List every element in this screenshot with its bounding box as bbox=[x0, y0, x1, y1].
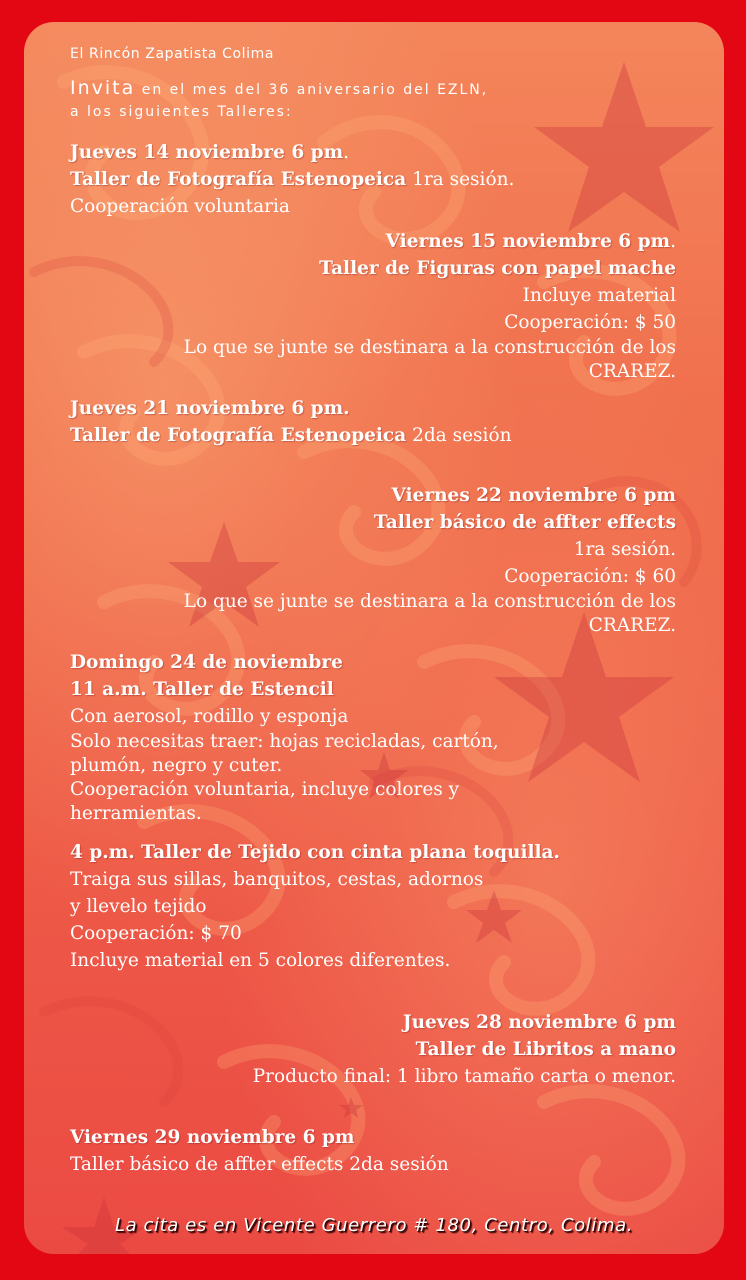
event-8-date: Viernes 29 noviembre 6 pm bbox=[70, 1127, 355, 1148]
venue-address: La cita es en Vicente Guerrero # 180, Centro, Colima. bbox=[114, 1215, 634, 1236]
intro-line-1: en el mes del 36 aniversario del EZLN, bbox=[135, 82, 489, 98]
event-4-date: Viernes 22 noviembre 6 pm bbox=[391, 485, 676, 506]
event-2-line-2: Cooperación: $ 50 bbox=[504, 312, 676, 333]
event-7-title: Taller de Libritos a mano bbox=[415, 1039, 676, 1060]
event-1-title: Taller de Fotografía Estenopeica bbox=[70, 169, 407, 190]
event-4-line-2: Cooperación: $ 60 bbox=[504, 566, 676, 587]
event-1-session: 1ra sesión. bbox=[406, 169, 515, 190]
flyer-panel bbox=[24, 22, 724, 1254]
event-1-date: Jueves 14 noviembre 6 pm bbox=[70, 142, 344, 163]
event-3-session: 2da sesión bbox=[406, 425, 512, 446]
event-5-line-1: Con aerosol, rodillo y esponja bbox=[70, 706, 349, 727]
event-5-line-2b: plumón, negro y cuter. bbox=[70, 755, 283, 776]
event-6-title: 4 p.m. Taller de Tejido con cinta plana toquilla. bbox=[70, 842, 560, 863]
organizer-name: El Rincón Zapatista Colima bbox=[70, 46, 275, 62]
event-5-line-3a: Cooperación voluntaria, incluye colores y bbox=[70, 779, 460, 800]
event-3-date: Jueves 21 noviembre 6 pm. bbox=[70, 398, 350, 419]
event-5-line-3b: herramientas. bbox=[70, 803, 202, 824]
event-6-line-2: y llevelo tejido bbox=[70, 896, 207, 917]
event-5-title: 11 a.m. Taller de Estencil bbox=[70, 679, 334, 700]
event-2-date: Viernes 15 noviembre 6 pm bbox=[385, 231, 671, 252]
event-3 bbox=[70, 395, 676, 449]
event-4-title: Taller básico de affter effects bbox=[373, 512, 676, 533]
event-5-line-2a: Solo necesitas traer: hojas recicladas, cartón, bbox=[70, 731, 499, 752]
event-7 bbox=[70, 1009, 676, 1090]
event-2-line-3b: CRAREZ. bbox=[588, 361, 676, 382]
event-6-line-1: Traiga sus sillas, banquitos, cestas, adornos bbox=[70, 869, 484, 890]
event-1-note: Cooperación voluntaria bbox=[70, 196, 290, 217]
event-4-line-3b: CRAREZ. bbox=[588, 615, 676, 636]
event-1-date-end: . bbox=[343, 142, 350, 163]
event-4-line-1: 1ra sesión. bbox=[573, 539, 676, 560]
event-8 bbox=[70, 1124, 676, 1178]
event-2-date-end: . bbox=[670, 231, 676, 252]
event-5 bbox=[70, 649, 676, 826]
event-5-date: Domingo 24 de noviembre bbox=[70, 652, 343, 673]
event-2-line-1: Incluye material bbox=[522, 285, 676, 306]
event-2 bbox=[70, 228, 676, 384]
flyer-content bbox=[24, 22, 724, 1254]
invita-word: Invita bbox=[70, 77, 136, 99]
event-3-title: Taller de Fotografía Estenopeica bbox=[70, 425, 407, 446]
intro-line-2: a los siguientes Talleres: bbox=[70, 104, 293, 120]
event-8-line-1: Taller básico de affter effects 2da sesión bbox=[70, 1154, 449, 1175]
invitation-intro bbox=[70, 77, 488, 123]
event-1 bbox=[70, 139, 676, 220]
event-2-line-3a: Lo que se junte se destinara a la construcción de los bbox=[183, 337, 676, 358]
event-6-line-3: Cooperación: $ 70 bbox=[70, 923, 242, 944]
event-7-date: Jueves 28 noviembre 6 pm bbox=[402, 1012, 676, 1033]
event-6 bbox=[70, 839, 676, 974]
event-6-line-4: Incluye material en 5 colores diferentes. bbox=[70, 950, 451, 971]
event-4 bbox=[70, 482, 676, 638]
event-7-line-1: Producto final: 1 libro tamaño carta o menor. bbox=[252, 1066, 676, 1087]
event-4-line-3a: Lo que se junte se destinara a la construcción de los bbox=[183, 591, 676, 612]
event-2-title: Taller de Figuras con papel mache bbox=[319, 258, 676, 279]
